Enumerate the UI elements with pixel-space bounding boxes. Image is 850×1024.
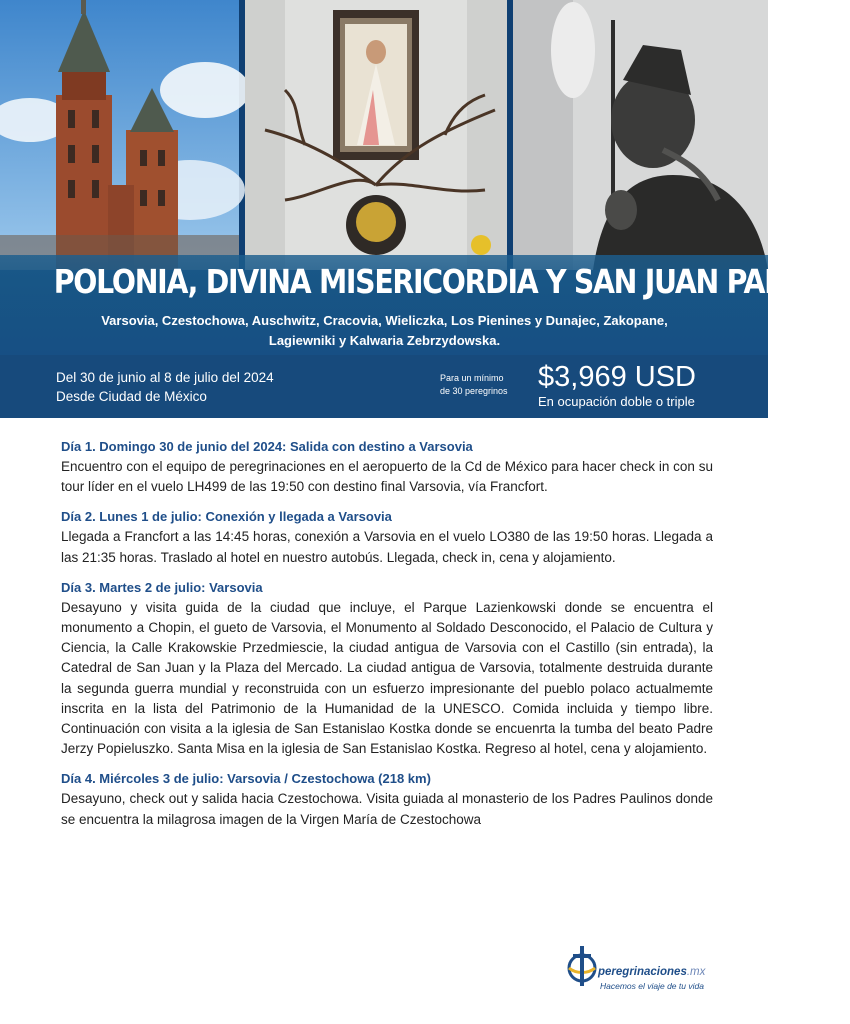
- itinerary-day: [61, 769, 713, 829]
- page-title: POLONIA, DIVINA MISERICORDIA Y SAN JUAN PABLO II: [53, 262, 850, 301]
- trip-dates: [56, 368, 274, 406]
- day-description: Encuentro con el equipo de peregrinaciones en el aeropuerto de la Cd de México para hacer check in con su tour líder en el vuelo LH499 de las 19:50 con destino final Varsovia, vía Francfort.: [61, 459, 713, 495]
- peregrinaciones-logo[interactable]: [562, 944, 712, 996]
- itinerary: [61, 437, 713, 840]
- logo-tagline: Hacemos el viaje de tu vida: [600, 981, 704, 991]
- logo-name: [598, 966, 705, 978]
- day-title: Día 2. Lunes 1 de julio: Conexión y llegada a Varsovia: [61, 509, 392, 525]
- basilica-photo: [0, 0, 239, 270]
- day-title: Día 1. Domingo 30 de junio del 2024: Salida con destino a Varsovia: [61, 439, 473, 454]
- minimum-line-1: Para un mínimo: [440, 373, 504, 383]
- divine-mercy-photo: [245, 0, 507, 270]
- john-paul-statue-photo: [513, 0, 768, 270]
- date-range: Del 30 de junio al 8 de julio del 2024: [56, 370, 274, 385]
- day-description: Desayuno y visita guida de la ciudad que incluye, el Parque Lazienkowski donde se encuentra el monumento a Chopin, el gueto de Varsovia, el Monumento al Soldado Desconocido, el Palacio de Cultura y Ciencia, la Calle Krakowskie Przedmiescie, la ciudad antigua de Varsovia con el Castillo (sin entrada), la Catedral de San Juan y la Plaza del Mercado. La ciudad antigua de Varsovia, totalmente destruida durante la segunda guerra mundial y reconstruida con un esfuerzo impresionante del pueblo polaco actualmemte inscrita en la lista del Patrimonio de la Humanidad de la UNESCO. Comida incluida y tiempo libre. Continuación con visita a la iglesia de San Estanislao Kostka donde se encuenrta la tumba del beato Padre Jerzy Popieluszko. Santa Misa en la iglesia de San Estanislao Kostka. Regreso al hotel, cena y alojamiento.: [61, 599, 713, 757]
- itinerary-day: [61, 578, 713, 760]
- day-title: Día 3. Martes 2 de julio: Varsovia: [61, 579, 263, 595]
- day-description: Desayuno, check out y salida hacia Czestochowa. Visita guiada al monasterio de los Padres Paulinos donde se encuentra la milagrosa imagen de la Virgen María de Czestochowa: [61, 791, 713, 827]
- day-title: Día 4. Miércoles 3 de julio: Varsovia / Czestochowa (218 km): [61, 771, 431, 787]
- globe-cross-icon: [562, 944, 602, 990]
- destinations-subtitle: Varsovia, Czestochowa, Auschwitz, Cracovia, Wieliczka, Los Pienines y Dunajec, Zakopane, Lagiewniki y Kalwaria Zebrzydowska.: [101, 313, 668, 348]
- occupancy-note: En ocupación doble o triple: [538, 394, 695, 409]
- departure-city: Desde Ciudad de México: [56, 389, 207, 404]
- itinerary-day: [61, 437, 713, 497]
- minimum-line-2: de 30 peregrinos: [440, 386, 508, 396]
- hero-banner: [0, 0, 850, 355]
- logo-name-main: peregrinaciones: [598, 966, 687, 978]
- price: $3,969 USD: [538, 361, 696, 393]
- itinerary-day: [61, 507, 713, 567]
- minimum-pilgrims: [440, 372, 530, 398]
- day-description: Llegada a Francfort a las 14:45 horas, conexión a Varsovia en el vuelo LO380 de las 19:50 horas. Llegada a las 21:35 horas. Traslado al hotel en nuestro autobús. Llegada, check in, cena y alojamiento.: [61, 529, 713, 565]
- logo-name-suffix: .mx: [686, 966, 706, 978]
